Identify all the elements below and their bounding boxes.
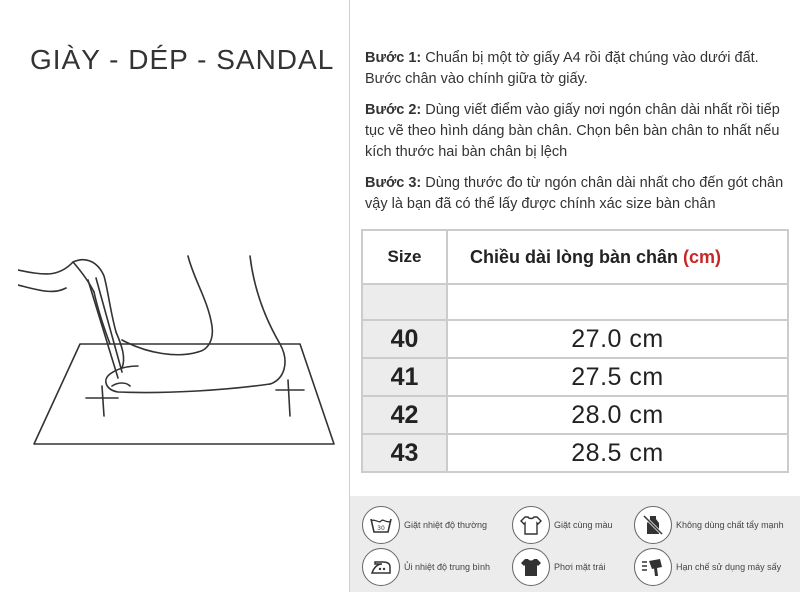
header-size: Size bbox=[362, 230, 447, 284]
length-cell: 27.5 cm bbox=[447, 358, 788, 396]
wash-temperature-icon bbox=[362, 506, 400, 544]
care-label: Ủi nhiệt độ trung bình bbox=[404, 562, 491, 572]
length-cell: 27.0 cm bbox=[447, 320, 788, 358]
table-row bbox=[362, 320, 788, 358]
care-item bbox=[362, 506, 487, 544]
page-title: GIÀY - DÉP - SANDAL bbox=[30, 44, 335, 75]
header-length: Chiều dài lòng bàn chân (cm) bbox=[447, 230, 788, 284]
care-label: Giặt nhiệt độ thường bbox=[404, 520, 487, 530]
care-label: Giặt cùng màu bbox=[554, 520, 613, 530]
no-bleach-icon bbox=[634, 506, 672, 544]
table-header-row bbox=[362, 230, 788, 284]
care-label: Không dùng chất tẩy mạnh bbox=[676, 520, 784, 530]
care-instructions bbox=[350, 496, 800, 592]
table-blank-row bbox=[362, 284, 788, 320]
size-cell: 42 bbox=[362, 396, 447, 434]
svg-text:30: 30 bbox=[377, 525, 385, 532]
care-item bbox=[634, 548, 781, 586]
iron-medium-icon bbox=[362, 548, 400, 586]
care-item bbox=[362, 548, 490, 586]
header-unit: (cm) bbox=[683, 246, 722, 267]
size-cell: 43 bbox=[362, 434, 447, 472]
step-3: Bước 3: Dùng thước đo từ ngón chân dài nhất cho đến gót chân vậy là bạn đã có thể lấy được chính xác size bàn chân bbox=[365, 175, 784, 212]
care-label: Hạn chế sử dụng máy sấy bbox=[676, 562, 782, 572]
table-row bbox=[362, 358, 788, 396]
length-cell: 28.0 cm bbox=[447, 396, 788, 434]
wash-same-color-icon bbox=[512, 506, 550, 544]
step-1: Bước 1: Chuẩn bị một tờ giấy A4 rồi đặt chúng vào dưới đất. Bước chân vào chính giữa tờ giấy. bbox=[365, 50, 759, 87]
instructions bbox=[365, 48, 797, 225]
care-label: Phơi mặt trái bbox=[554, 562, 606, 572]
table-row bbox=[362, 396, 788, 434]
care-item bbox=[512, 506, 613, 544]
care-item bbox=[634, 506, 784, 544]
dry-inside-out-icon bbox=[512, 548, 550, 586]
table-row bbox=[362, 434, 788, 472]
length-cell: 28.5 cm bbox=[447, 434, 788, 472]
size-table bbox=[361, 229, 789, 473]
size-cell: 40 bbox=[362, 320, 447, 358]
size-cell: 41 bbox=[362, 358, 447, 396]
care-item bbox=[512, 548, 605, 586]
foot-measure-illustration bbox=[18, 240, 338, 450]
step-2: Bước 2: Dùng viết điểm vào giấy nơi ngón chân dài nhất rồi tiếp tục vẽ theo hình dáng bàn chân. Chọn bên bàn chân to nhất nếu kích thước hai bàn chân bị lệch bbox=[365, 102, 780, 160]
limit-dryer-icon bbox=[634, 548, 672, 586]
